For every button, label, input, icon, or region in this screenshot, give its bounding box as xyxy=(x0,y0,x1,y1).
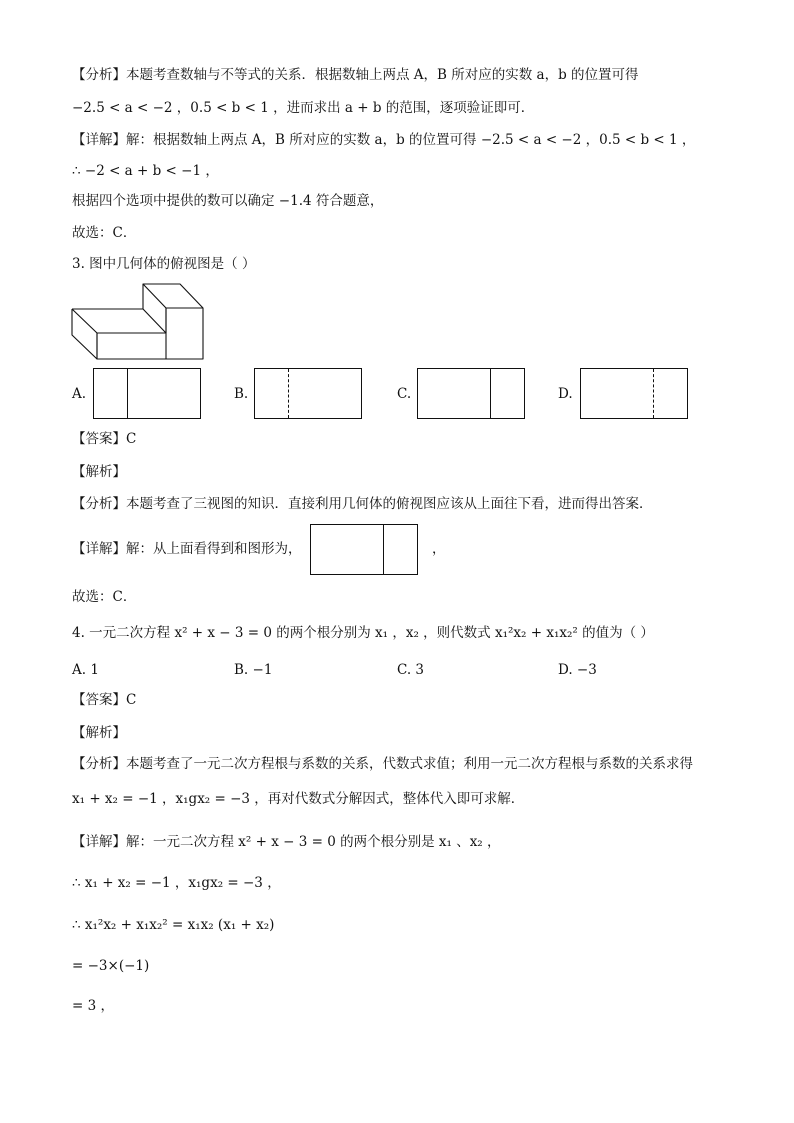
detail-line-1 xyxy=(72,131,695,149)
answer-line-q3 xyxy=(72,430,136,448)
option-a-figure[interactable] xyxy=(93,368,201,419)
detail-tag: 【详解】 xyxy=(72,132,126,148)
choose-line: 故选：C． xyxy=(72,225,137,241)
detail-line-q4-5: = 3 ， xyxy=(72,998,114,1014)
option-c-solid-line xyxy=(490,369,491,418)
option-b-label: B. xyxy=(234,386,249,402)
analysis-line-q4-2: x₁ + x₂ = −1 ，x₁gx₂ = −3 ，再对代数式分解因式，整体代入即可求解． xyxy=(72,791,525,807)
detail-text: 解：根据数轴上两点 A，B 所对应的实数 a，b 的位置可得 −2.5 < a < −2 ，0.5 < b < 1 ， xyxy=(126,132,696,148)
option-c-label: C. xyxy=(397,386,412,402)
detail-line-q3 xyxy=(72,540,302,558)
detail-tag: 【详解】 xyxy=(72,834,126,850)
option-b-dashed-line xyxy=(288,369,289,418)
detail-line-q4-1 xyxy=(72,833,501,851)
option-c[interactable]: C. 3 xyxy=(397,662,425,678)
jiexi-tag-q3: 【解析】 xyxy=(72,464,126,480)
analysis-text: 本题考查数轴与不等式的关系．根据数轴上两点 A，B 所对应的实数 a，b 的位置可得 xyxy=(126,67,639,83)
answer-line-q4 xyxy=(72,691,136,709)
detail-tag: 【详解】 xyxy=(72,541,126,557)
detail-text: 解：一元二次方程 x² + x − 3 = 0 的两个根分别是 x₁ 、x₂ ， xyxy=(126,834,501,850)
detail-line-2: ∴ −2 < a + b < −1 ， xyxy=(72,163,219,179)
question-3-stem: 3. 图中几何体的俯视图是（ ） xyxy=(72,256,256,272)
detail-top-view-line xyxy=(383,525,384,574)
detail-top-view-figure xyxy=(310,524,418,575)
analysis-line-1 xyxy=(72,66,639,84)
option-a-solid-line xyxy=(127,369,128,418)
analysis-tag: 【分析】 xyxy=(72,67,126,83)
answer-tag: 【答案】 xyxy=(72,692,126,708)
answer-value: C xyxy=(126,431,137,447)
option-d-figure[interactable] xyxy=(580,368,688,419)
detail-text: 解：从上面看得到和图形为， xyxy=(126,541,302,557)
detail-line-q4-3: ∴ x₁²x₂ + x₁x₂² = x₁x₂ (x₁ + x₂) xyxy=(72,917,275,933)
detail-line-3: 根据四个选项中提供的数可以确定 −1.4 符合题意， xyxy=(72,193,384,209)
option-b-figure[interactable] xyxy=(254,368,362,419)
analysis-line-q3 xyxy=(72,495,653,513)
geometric-solid-figure xyxy=(70,280,206,360)
question-4-stem: 4. 一元二次方程 x² + x − 3 = 0 的两个根分别为 x₁ ，x₂ ，则代数式 x₁²x₂ + x₁x₂² 的值为（ ） xyxy=(72,625,654,641)
choose-line-q3: 故选：C． xyxy=(72,589,137,605)
answer-value: C xyxy=(126,692,137,708)
option-c-figure[interactable] xyxy=(417,368,525,419)
analysis-text: 本题考查了一元二次方程根与系数的关系，代数式求值；利用一元二次方程根与系数的关系求得 xyxy=(126,756,693,772)
jiexi-tag-q4: 【解析】 xyxy=(72,725,126,741)
solid-raised-block xyxy=(143,284,203,309)
detail-line-q4-4: = −3×(−1) xyxy=(72,958,150,974)
solid-lower-top xyxy=(72,309,166,333)
detail-line-q4-2: ∴ x₁ + x₂ = −1 ，x₁gx₂ = −3 ， xyxy=(72,875,281,891)
answer-tag: 【答案】 xyxy=(72,431,126,447)
option-d-dashed-line xyxy=(653,369,654,418)
option-a-label: A. xyxy=(72,386,87,402)
analysis-line-2: −2.5 < a < −2 ，0.5 < b < 1 ，进而求出 a + b 的范围，逐项验证即可． xyxy=(72,100,535,116)
option-d[interactable]: D. −3 xyxy=(558,662,597,678)
detail-comma: ， xyxy=(432,541,446,557)
option-d-label: D. xyxy=(558,386,573,402)
option-b[interactable]: B. −1 xyxy=(234,662,273,678)
solid-left-face xyxy=(72,309,97,359)
option-a[interactable]: A. 1 xyxy=(72,662,99,678)
analysis-tag: 【分析】 xyxy=(72,496,126,512)
analysis-text: 本题考查了三视图的知识．直接利用几何体的俯视图应该从上面往下看，进而得出答案． xyxy=(126,496,653,512)
analysis-line-q4-1 xyxy=(72,755,693,773)
analysis-tag: 【分析】 xyxy=(72,756,126,772)
